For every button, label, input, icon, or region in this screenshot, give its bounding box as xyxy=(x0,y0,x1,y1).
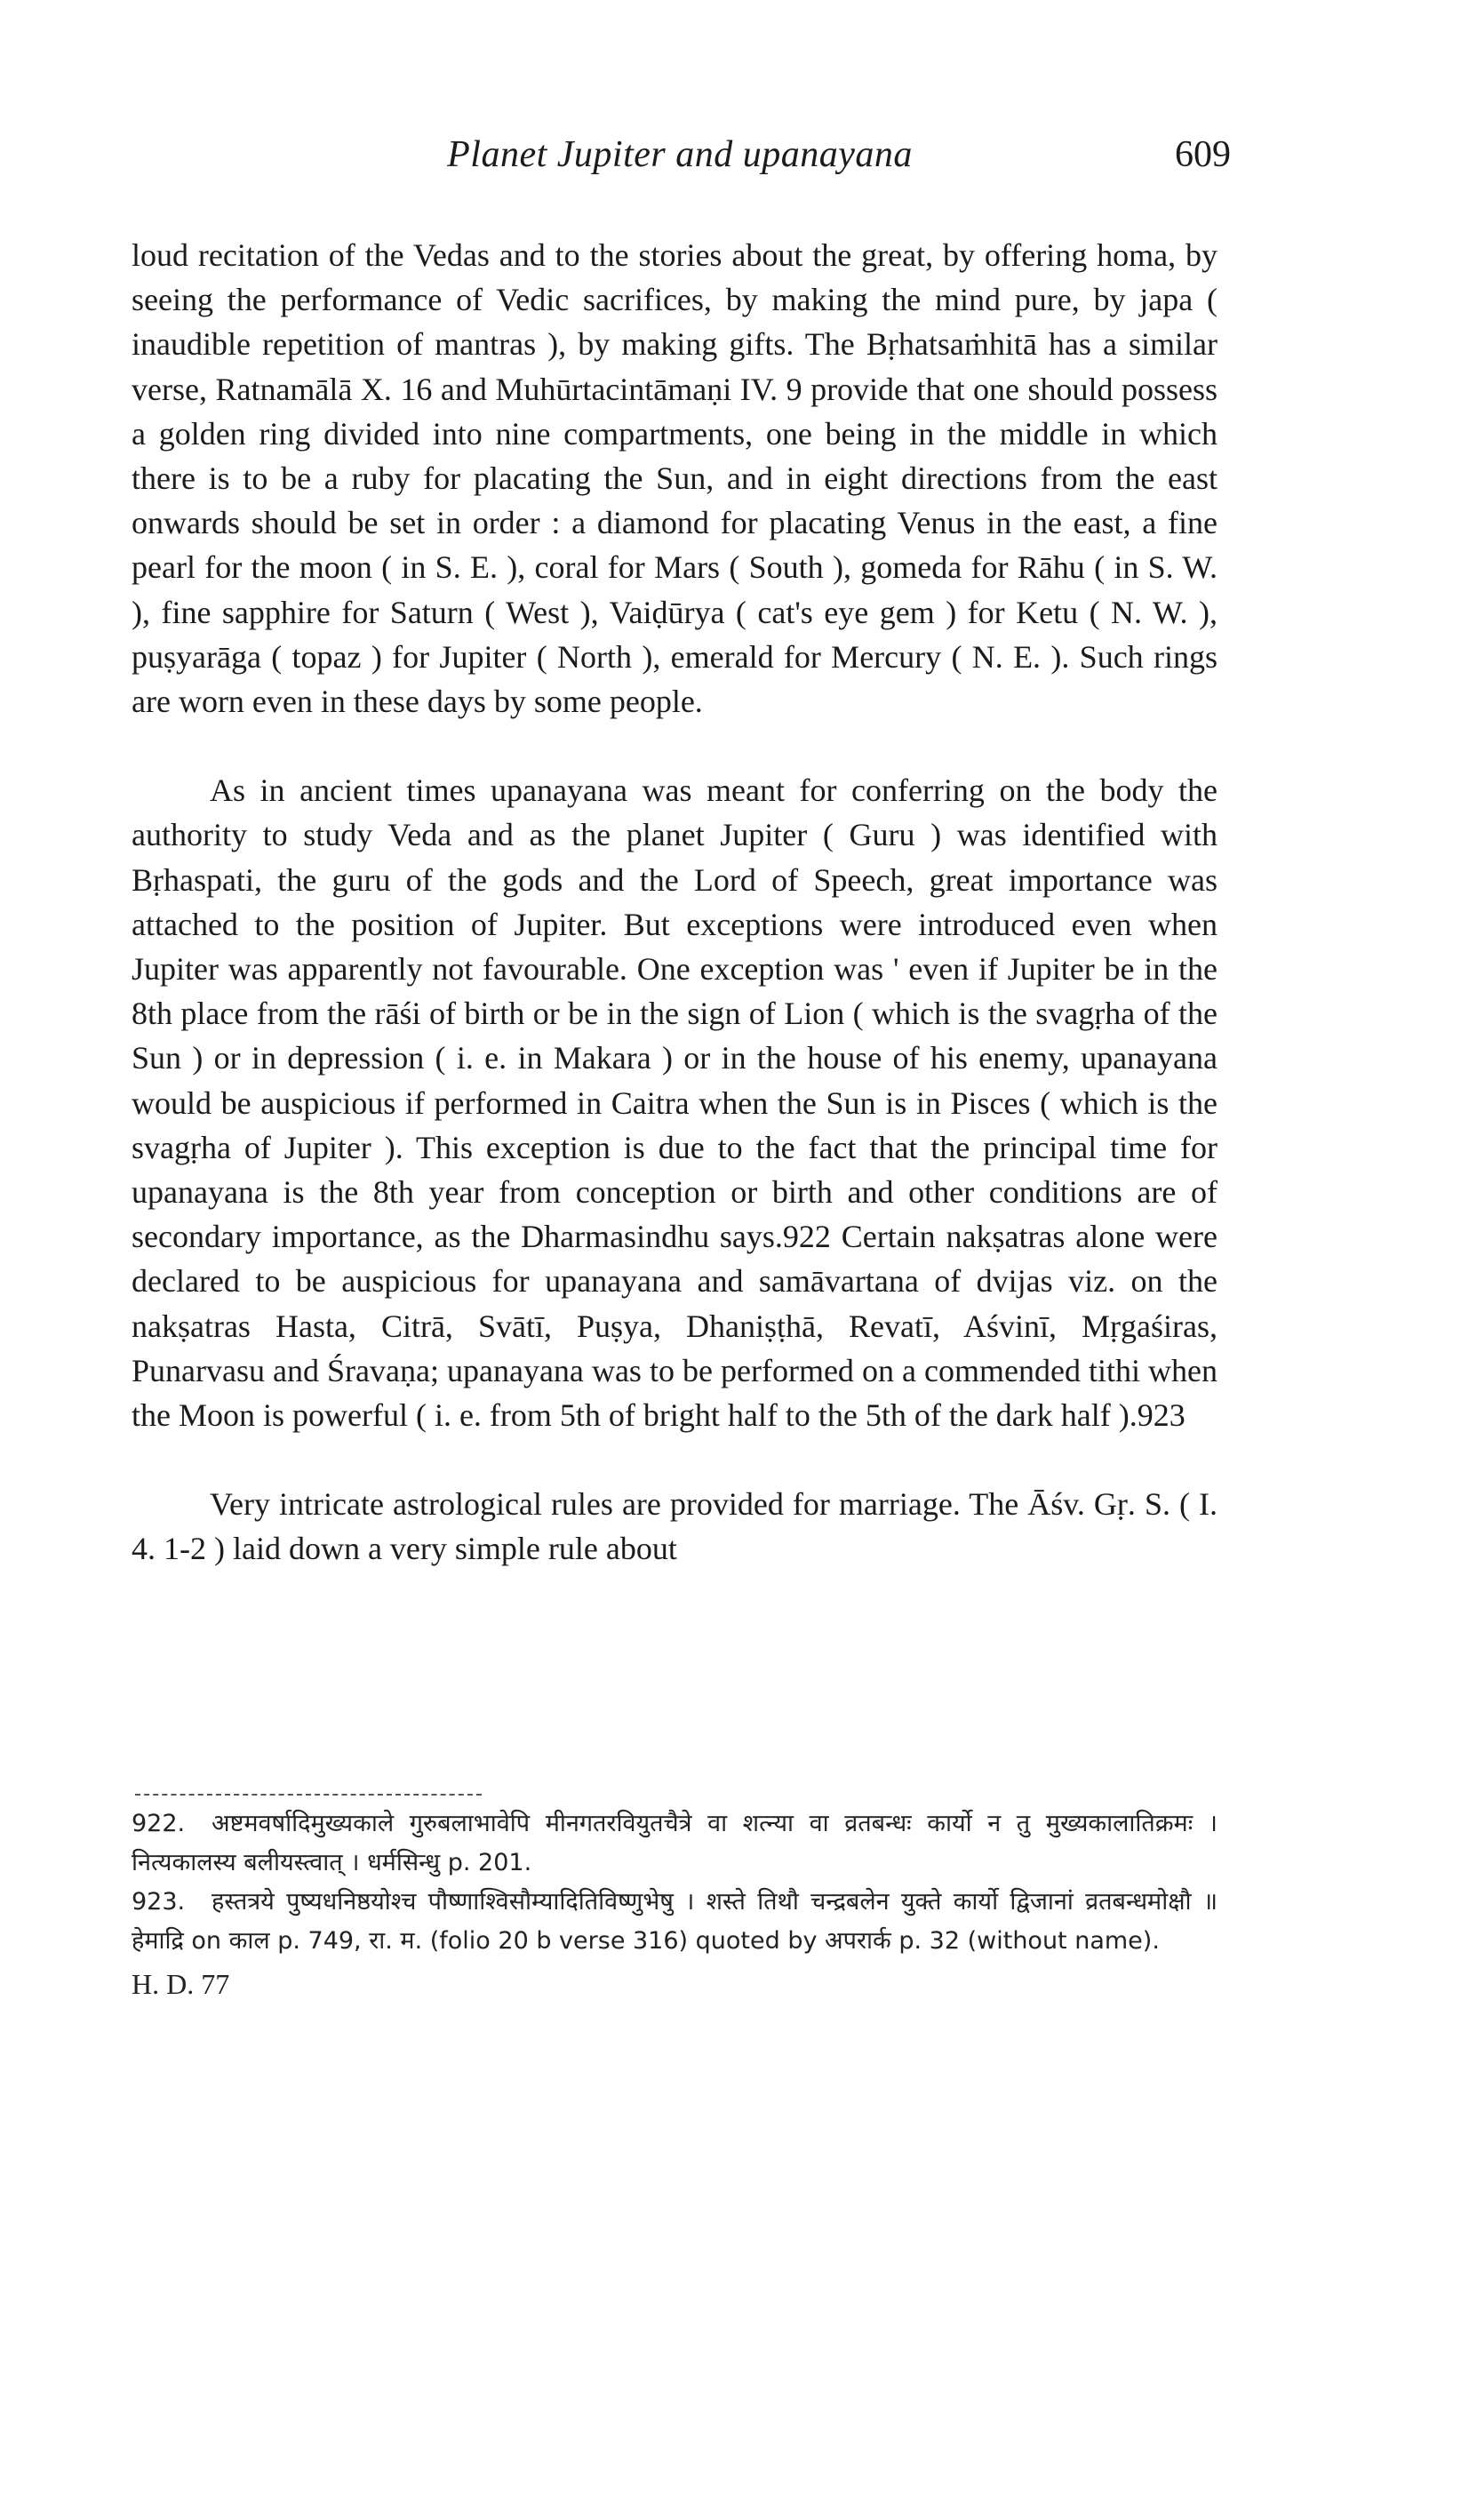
paragraph-marriage-rules: Very intricate astrological rules are provided for marriage. The Āśv. Gṛ. S. ( I. 4. 1-2 ) laid down a very simple rule about xyxy=(132,1486,1218,1567)
footnote-922 xyxy=(132,1804,1218,1883)
body-text xyxy=(132,233,1218,1572)
footnotes xyxy=(132,1804,1218,2004)
signature-mark: H. D. 77 xyxy=(132,1968,230,2000)
footnote-separator xyxy=(135,1794,482,1796)
paragraph-jupiter-upanayana: As in ancient times upanayana was meant for conferring on the body the authority to study Veda and as the planet Jupiter ( Guru ) was identified with Bṛhaspati, the guru of the gods and the Lord of Speech, great importance was attached to the position of Jupiter. But exceptions were introduced even when Jupiter was apparently not favourable. One exception was ' even if Jupiter be in the 8th place from the rāśi of birth or be in the sign of Lion ( which is the svagṛha of the Sun ) or in depression ( i. e. in Makara ) or in the house of his enemy, upanayana would be auspicious if performed in Caitra when the Sun is in Pisces ( which is the svagṛha of Jupiter ). This exception is due to the fact that the principal time for upanayana is the 8th year from conception or birth and other conditions are of secondary importance, as the Dharmasindhu says.922 Certain nakṣatras alone were declared to be auspicious for upanayana and samāvartana of dvijas viz. on the nakṣatras Hasta, Citrā, Svātī, Puṣya, Dhaniṣṭhā, Revatī, Aśvinī, Mṛgaśiras, Punarvasu and Śravaṇa; upanayana was to be performed on a commended tithi when the Moon is powerful ( i. e. from 5th of bright half to the 5th of the dark half ).923 xyxy=(132,772,1218,1434)
page-number: 609 xyxy=(1175,134,1231,175)
footnote-923 xyxy=(132,1883,1218,1961)
footnote-text: अष्टमवर्षादिमुख्यकाले गुरुबलाभावेपि मीनगतरवियुतचैत्रे वा शत्न्या वा व्रतबन्धः कार्यो न तु मुख्यकालातिक्रमः । नित्यकालस्य बलीयस्त्वात् । धर्मसिन्धु p. 201. xyxy=(132,1810,1218,1876)
paragraph-continuation: loud recitation of the Vedas and to the stories about the great, by offering homa, by seeing the performance of Vedic sacrifices, by making the mind pure, by japa ( inaudible repetition of mantras ), by making gifts. The Bṛhatsaṁhitā has a similar verse, Ratnamālā X. 16 and Muhūrtacintāmaṇi IV. 9 provide that one should possess a golden ring divided into nine compartments, one being in the middle in which there is to be a ruby for placating the Sun, and in eight directions from the east onwards should be set in order : a diamond for placating Venus in the east, a fine pearl for the moon ( in S. E. ), coral for Mars ( South ), gomeda for Rāhu ( in S. W. ), fine sapphire for Saturn ( West ), Vaiḍūrya ( cat's eye gem ) for Ketu ( N. W. ), puṣyarāga ( topaz ) for Jupiter ( North ), emerald for Mercury ( N. E. ). Such rings are worn even in these days by some people. xyxy=(132,237,1218,720)
footnote-mark: 923. xyxy=(132,1888,186,1916)
page-header xyxy=(129,133,1231,196)
running-title: Planet Jupiter and upanayana xyxy=(447,134,913,175)
footnote-text: हस्तत्रये पुष्यधनिष्ठयोश्च पौष्णाश्विसौम्यादितिविष्णुभेषु । शस्ते तिथौ चन्द्रबलेन युक्ते कार्यो द्विजानां व्रतबन्धमोक्षौ ॥ हेमाद्रि on काल p. 749, रा. म. (folio 20 b verse 316) quoted by अपरार्क p. 32 (without name). xyxy=(132,1888,1218,1955)
footnote-mark: 922. xyxy=(132,1810,186,1837)
